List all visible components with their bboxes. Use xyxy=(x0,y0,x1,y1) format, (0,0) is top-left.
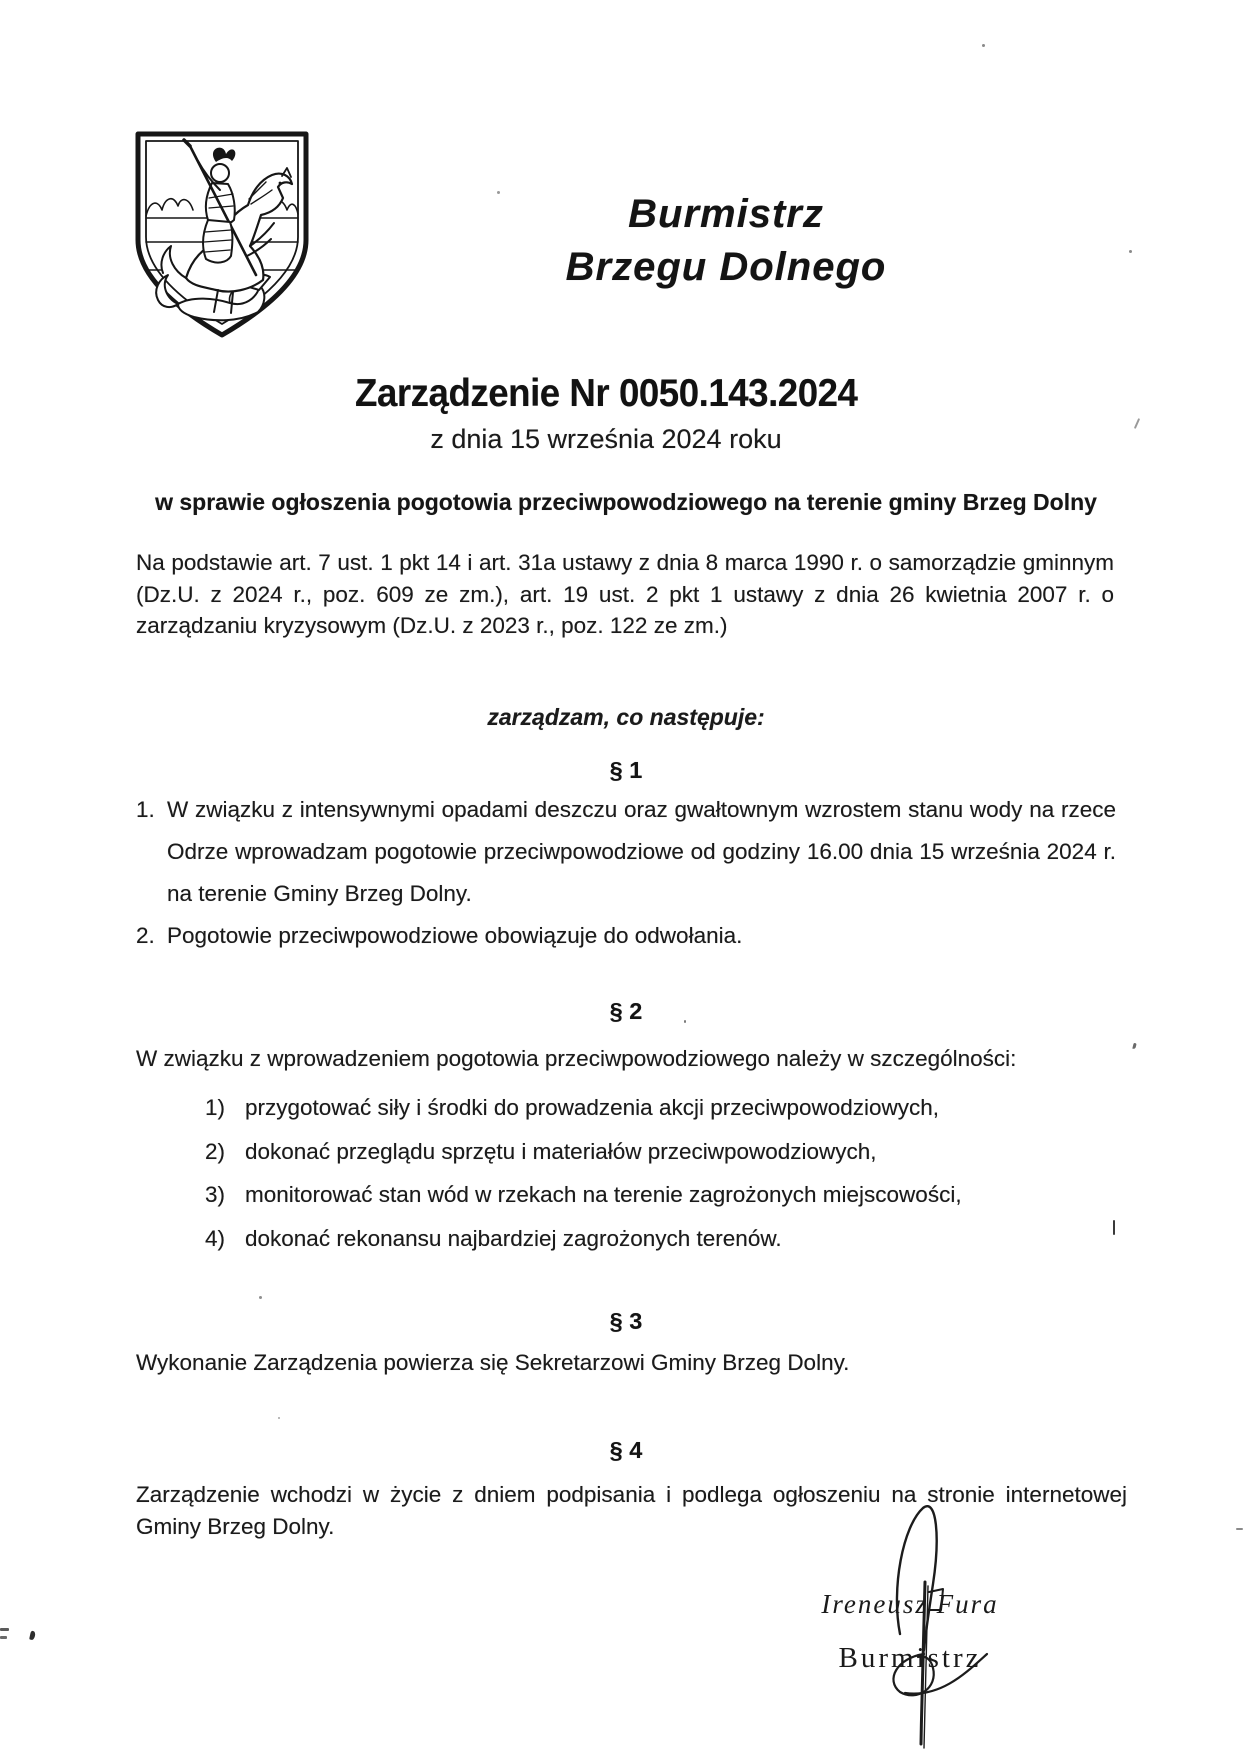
scan-artifact xyxy=(0,1636,7,1639)
scan-artifact xyxy=(29,1631,36,1641)
list-item xyxy=(205,1173,1116,1217)
list-item-marker: 2. xyxy=(136,923,155,948)
list-item-text: Pogotowie przeciwpowodziowe obowiązuje do odwołania. xyxy=(167,923,743,948)
section-2-intro: W związku z wprowadzeniem pogotowia przeciwpowodziowego należy w szczególności: xyxy=(136,1046,1017,1071)
enacting-formula: zarządzam, co następuje: xyxy=(487,704,765,730)
ordinance-title: Zarządzenie Nr 0050.143.2024 xyxy=(354,372,858,415)
list-item-text: dokonać przeglądu sprzętu i materiałów przeciwpowodziowych, xyxy=(245,1138,877,1164)
list-item-marker: 1. xyxy=(136,797,155,822)
section-3-heading: § 3 xyxy=(609,1308,643,1334)
scan-artifact xyxy=(1129,250,1132,253)
scan-artifact xyxy=(259,1296,262,1299)
scan-artifact xyxy=(982,44,985,47)
list-item-text: dokonać rekonansu najbardziej zagrożonych terenów. xyxy=(245,1225,782,1251)
ordinance-date: z dnia 15 września 2024 roku xyxy=(430,424,782,454)
authority-line1: Burmistrz xyxy=(628,192,824,236)
list-item-marker: 1) xyxy=(205,1095,226,1120)
ordinance-subject: w sprawie ogłoszenia pogotowia przeciwpowodziowego na terenie gminy Brzeg Dolny xyxy=(155,489,1097,515)
list-item-text: monitorować stan wód w rzekach na terenie zagrożonych miejscowości, xyxy=(245,1182,962,1207)
list-item xyxy=(205,1130,1116,1174)
section-1-list xyxy=(136,789,1116,957)
scan-artifact xyxy=(1134,418,1140,429)
signatory-title: Burmistrz xyxy=(838,1642,982,1674)
list-item xyxy=(136,789,1116,915)
list-item-text: przygotować siły i środki do prowadzenia akcji przeciwpowodziowych, xyxy=(245,1095,940,1120)
list-item xyxy=(136,915,1116,957)
section-1-heading: § 1 xyxy=(609,757,643,783)
legal-basis-paragraph: Na podstawie art. 7 ust. 1 pkt 14 i art. 31a ustawy z dnia 8 marca 1990 r. o samorządzie gminnym (Dz.U. z 2024 r., poz. 609 ze zm.), art. 19 ust. 2 pkt 1 ustawy z dnia 26 kwietnia 2007 r. o zarządzaniu kryzysowym (Dz.U. z 2023 r., poz. 122 ze zm.) xyxy=(136,550,1114,638)
scan-artifact xyxy=(1132,1043,1136,1050)
list-item-marker: 2) xyxy=(205,1138,226,1164)
title-block xyxy=(106,372,1106,455)
section-4-body: Zarządzenie wchodzi w życie z dniem podpisania i podlega ogłoszeniu na stronie internetowej Gminy Brzeg Dolny. xyxy=(136,1482,1127,1539)
list-item-marker: 3) xyxy=(205,1182,226,1207)
scan-artifact xyxy=(0,1628,9,1631)
list-item-marker: 4) xyxy=(205,1225,226,1251)
list-item xyxy=(205,1217,1116,1261)
section-2-heading: § 2 xyxy=(609,998,643,1024)
list-item xyxy=(205,1086,1116,1130)
authority-line2: Brzegu Dolnego xyxy=(565,245,887,289)
section-4-heading: § 4 xyxy=(609,1437,643,1463)
coat-of-arms-icon xyxy=(132,128,312,342)
scan-artifact xyxy=(497,191,500,194)
scan-artifact xyxy=(1113,1220,1115,1235)
scan-artifact xyxy=(684,1020,686,1023)
section-3-body: Wykonanie Zarządzenia powierza się Sekretarzowi Gminy Brzeg Dolny. xyxy=(136,1350,850,1375)
list-item-text: W związku z intensywnymi opadami deszczu oraz gwałtownym wzrostem stanu wody na rzece Odrze wprowadzam pogotowie przeciwpowodziowe od godziny 16.00 dnia 15 września 2024 r. na terenie Gminy Brzeg Dolny. xyxy=(167,797,1116,906)
signatory-name: Ireneusz Fura xyxy=(821,1589,999,1619)
scan-artifact xyxy=(1236,1528,1243,1530)
scan-artifact xyxy=(278,1417,280,1419)
signature-block xyxy=(740,1589,1080,1675)
issuing-authority xyxy=(486,188,966,294)
section-2-list xyxy=(205,1086,1116,1260)
